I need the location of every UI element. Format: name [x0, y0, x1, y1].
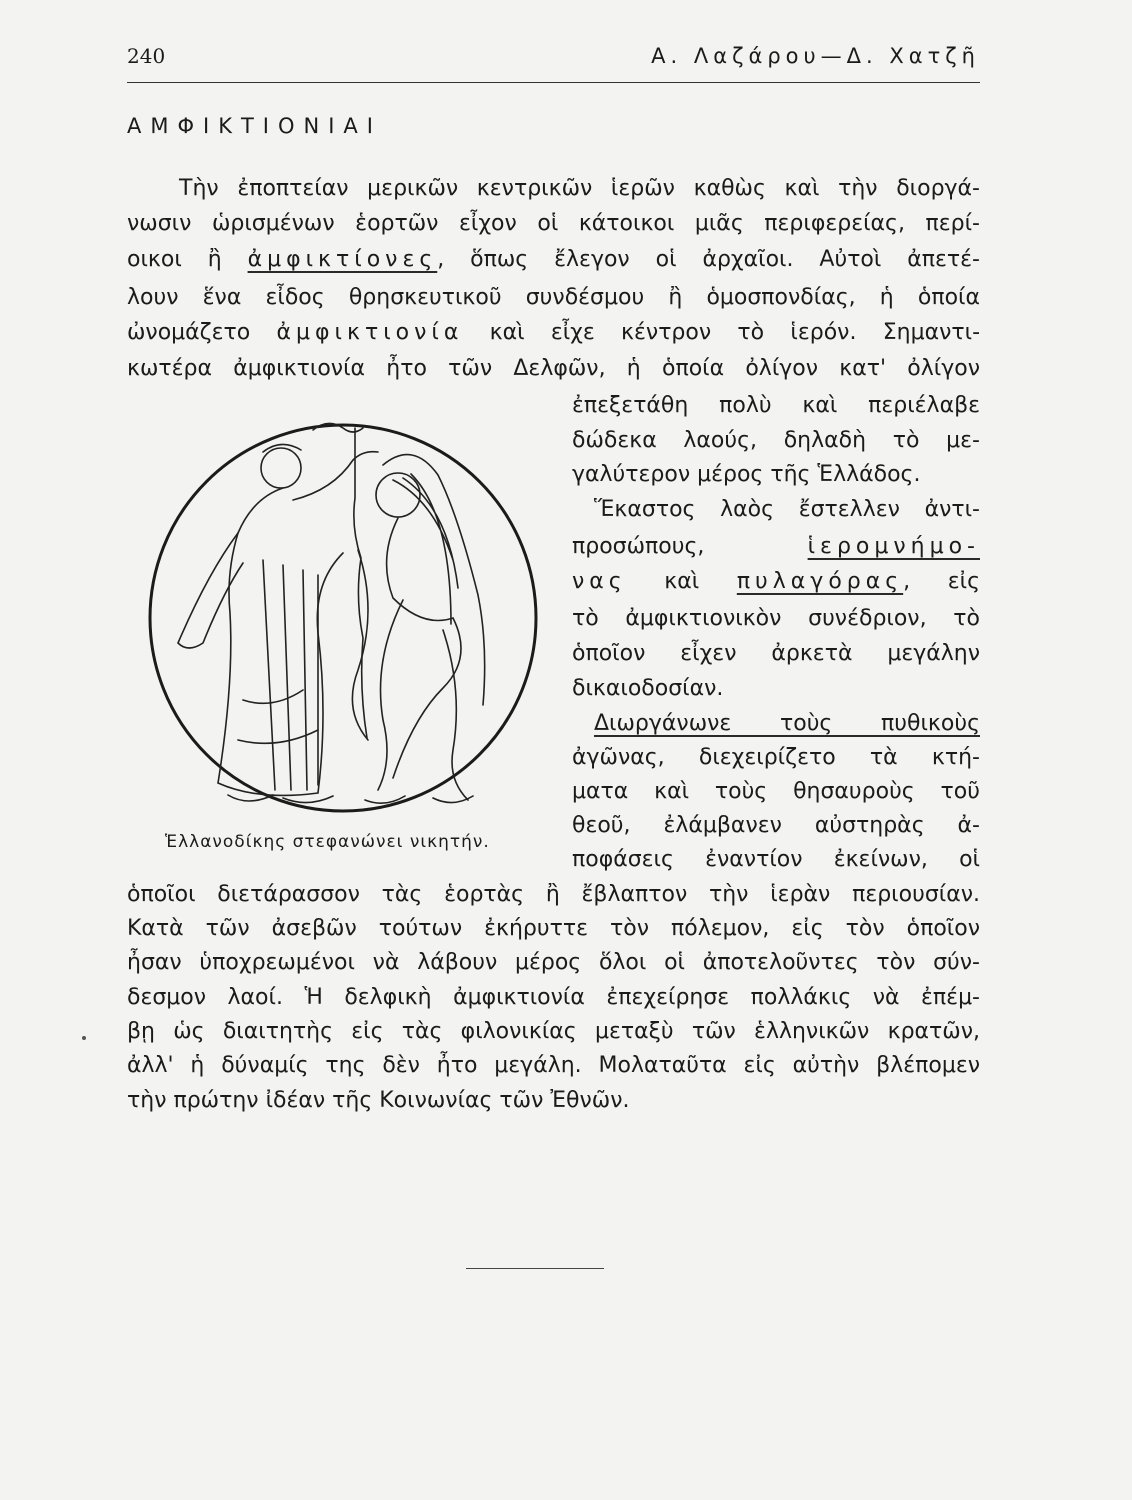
paragraph-line [572, 530, 980, 564]
paragraph-line [572, 809, 980, 843]
paragraph-line [572, 493, 980, 527]
paragraph-line [127, 1015, 980, 1049]
text-run: ἦσαν ὑποχρεωμένοι νὰ λάβουν μέρος ὅλοι οἱ ἀποτελοῦντες τὸν σύν- [127, 950, 980, 975]
text-run: ἐπεξετάθη πολὺ καὶ περιέλαβε [572, 393, 980, 418]
paragraph-line [127, 981, 980, 1015]
paragraph-line [127, 207, 980, 241]
text-run: δώδεκα λαούς, δηλαδὴ τὸ με- [572, 428, 980, 453]
text-run: Κατὰ τῶν ἀσεβῶν τούτων ἐκήρυττε τὸν πόλεμον, εἰς τὸν ὁποῖον [127, 916, 980, 941]
term-amphiktiones: ἀμφικτίονες [247, 247, 438, 272]
paragraph-line [127, 243, 980, 277]
paragraph-line [127, 316, 980, 350]
paragraph-line [127, 912, 980, 946]
text-run: προσώπους, [572, 534, 808, 559]
text-run: λουν ἕνα εἶδος θρησκευτικοῦ συνδέσμου ἢ ὁμοσπονδίας, ἡ ὁποία [127, 285, 980, 310]
paragraph-line [572, 637, 980, 671]
term-amphiktionia: ἀμφικτιονία [276, 320, 464, 345]
text-run: γαλύτερον μέρος τῆς Ἑλλάδος. [572, 462, 921, 487]
text-run: οικοι ἢ [127, 247, 248, 272]
vase-painting-figure [143, 400, 543, 835]
text-run: καὶ εἶχε κέντρον τὸ ἱερόν. Σημαντι- [463, 320, 981, 345]
paragraph-line [127, 1049, 980, 1083]
text-run: ὁποῖοι διετάρασσον τὰς ἑορτὰς ἢ ἔβλαπτον τὴν ἱερὰν περιουσίαν. [127, 882, 980, 907]
term-pylagoras: πυλαγόρας [736, 569, 904, 594]
paragraph-line [127, 172, 980, 206]
text-run: δεσμον λαοί. Ἡ δελφικὴ ἀμφικτιονία ἐπεχείρησε πολλάκις νὰ ἐπέμ- [127, 985, 980, 1010]
paragraph-line [572, 672, 980, 706]
paragraph-line [572, 565, 980, 599]
paragraph-line [127, 281, 980, 315]
text-run: Ἕκαστος λαὸς ἔστελλεν ἀντι- [594, 497, 980, 522]
text-run: ὠνομάζετο [127, 320, 277, 345]
text-run: ποφάσεις ἐναντίον ἐκείνων, οἱ [572, 847, 980, 872]
paragraph-line [572, 602, 980, 636]
paragraph-line [572, 741, 980, 775]
text-run: νωσιν ὡρισμένων ἑορτῶν εἶχον οἱ κάτοικοι μιᾶς περιφερείας, περί- [127, 211, 980, 236]
text-run: τὸ ἀμφικτιονικὸν συνέδριον, τὸ [572, 606, 980, 631]
header-rule [127, 82, 980, 83]
paragraph-line [572, 424, 980, 458]
text-run: , εἰς [903, 569, 981, 594]
paragraph-line [127, 352, 980, 386]
term-hieromnemones-end: νας [572, 569, 627, 594]
paragraph-line [127, 1084, 980, 1118]
text-run: δικαιοδοσίαν. [572, 676, 724, 701]
text-run: , ὅπως ἔλεγον οἱ ἀρχαῖοι. Αὐτοὶ ἀπετέ- [437, 247, 980, 272]
text-run: ὁποῖον εἶχεν ἀρκετὰ μεγάλην [572, 641, 980, 666]
chapter-title: ΑΜΦΙΚΤΙΟΝΙΑΙ [127, 114, 382, 138]
page-number: 240 [127, 44, 166, 68]
text-run: ἀλλ' ἡ δύναμίς της δὲν ἦτο μεγάλη. Μολαταῦτα εἰς αὐτὴν βλέπομεν [127, 1053, 980, 1078]
figure-caption: Ἑλλανοδίκης στεφανώνει νικητήν. [165, 832, 490, 852]
paragraph-line [572, 389, 980, 423]
text-run: ἀγῶνας, διεχειρίζετο τὰ κτή- [572, 745, 980, 770]
text-run: θεοῦ, ἐλάμβανεν αὐστηρὰς ἀ- [572, 813, 980, 838]
text-run: καὶ [626, 569, 737, 594]
text-run: ματα καὶ τοὺς θησαυροὺς τοῦ [572, 779, 980, 804]
term-hieromnemones: ἱερομνήμο- [807, 534, 980, 559]
text-run: κωτέρα ἀμφικτιονία ἦτο τῶν Δελφῶν, ἡ ὁποία ὀλίγον κατ' ὀλίγον [127, 356, 980, 381]
ink-mark [82, 1036, 86, 1040]
text-run: Διωργάνωνε τοὺς πυθικοὺς [594, 711, 980, 736]
text-run: Τὴν ἐποπτείαν μερικῶν κεντρικῶν ἱερῶν καθὼς καὶ τὴν διοργά- [179, 176, 980, 201]
end-rule [466, 1268, 604, 1269]
paragraph-line [572, 775, 980, 809]
text-run: τὴν πρώτην ἰδέαν τῆς Κοινωνίας τῶν Ἐθνῶν. [127, 1088, 630, 1113]
paragraph-line [572, 707, 980, 741]
paragraph-line [572, 458, 980, 492]
paragraph-line [572, 843, 980, 877]
paragraph-line [127, 878, 980, 912]
paragraph-line [127, 946, 980, 980]
text-run: βῃ ὡς διαιτητὴς εἰς τὰς φιλονικίας μεταξὺ τῶν ἑλληνικῶν κρατῶν, [127, 1019, 980, 1044]
running-title: Α. Λαζάρου—Δ. Χατζῆ [651, 44, 980, 68]
running-head [127, 44, 980, 76]
